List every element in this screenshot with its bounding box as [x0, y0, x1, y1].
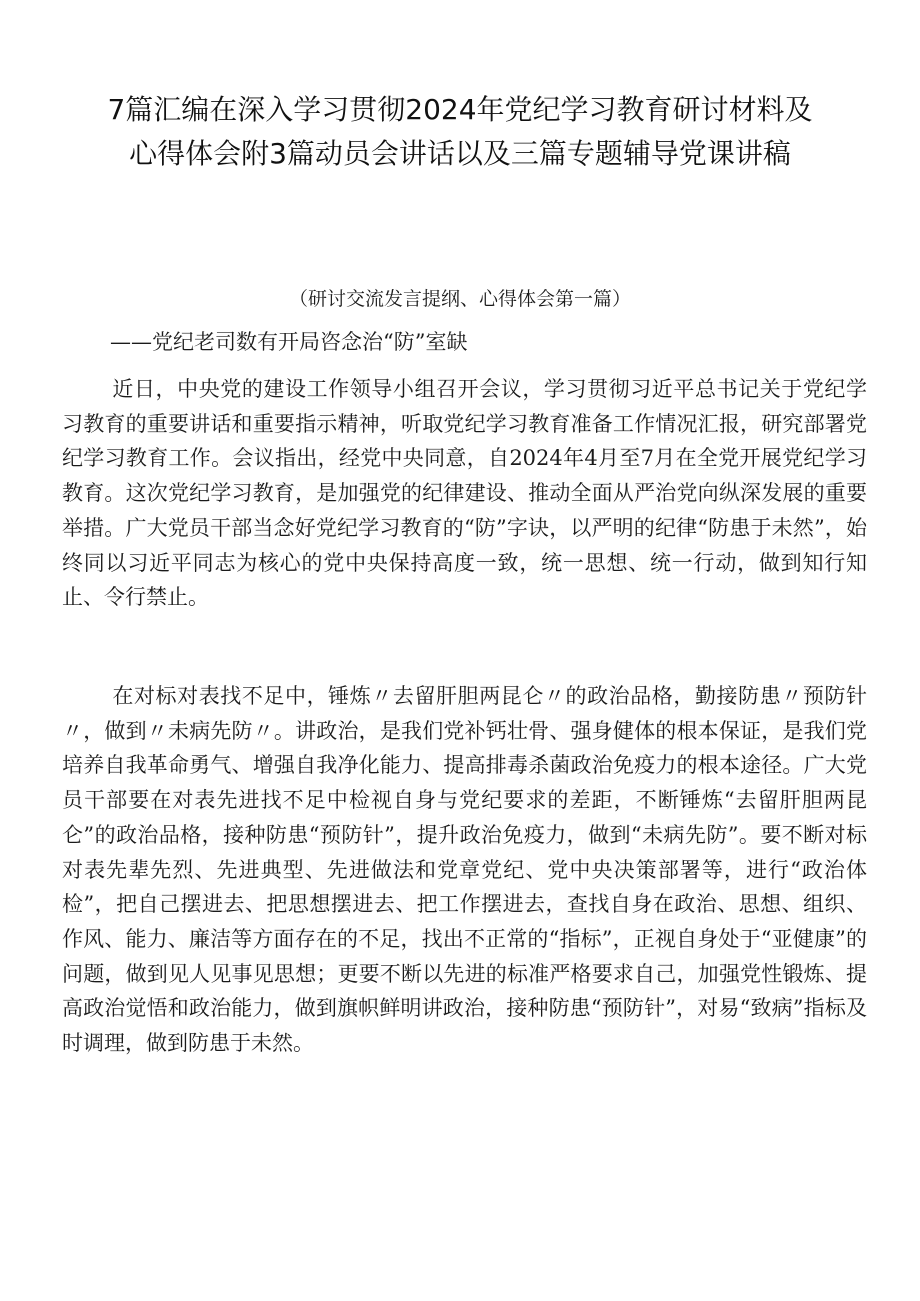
section-subtitle: （研讨交流发言提纲、心得体会第一篇） — [288, 288, 631, 310]
document-title: 7篇汇编在深入学习贯彻2024年党纪学习教育研讨材料及心得体会附3篇动员会讲话以及三篇专题辅导党课讲稿 — [107, 93, 813, 170]
body-paragraph: 在对标对表找不足中，锤炼〃去留肝胆两昆仑〃的政治品格，勤接防患〃预防针〃，做到〃未病先防〃。讲政治，是我们党补钙壮骨、强身健体的根本保证，是我们党培养自我革命勇气、增强自我净化能力、提高排毒杀菌政治免疫力的根本途径。广大党员干部要在对表先进找不足中检视自身与党纪要求的差距，不断锤炼“去留肝胆两昆仑”的政治品格，接种防患“预防针”，提升政治免疫力，做到“未病先防”。要不断对标对表先辈先烈、先进典型、先进做法和党章党纪、党中央决策部署等，进行“政治体检”，把自己摆进去、把思想摆进去、把工作摆进去，查找自身在政治、思想、组织、作风、能力、廉洁等方面存在的不足，找出不正常的“指标”，正视自身处于“亚健康”的问题，做到见人见事见思想；更要不断以先进的标准严格要求自己，加强党性锻炼、提高政治觉悟和政治能力，做到旗帜鲜明讲政治，接种防患“预防针”，对易“致病”指标及时调理，做到防患于未然。 — [62, 684, 867, 1056]
body-paragraph: 近日，中央党的建设工作领导小组召开会议，学习贯彻习近平总书记关于党纪学习教育的重要讲话和重要指示精神，听取党纪学习教育准备工作情况汇报，研究部署党纪学习教育工作。会议指出，经党中央同意，自2024年4月至7月在全党开展党纪学习教育。这次党纪学习教育，是加强党的纪律建设、推动全面从严治党向纵深发展的重要举措。广大党员干部当念好党纪学习教育的“防”字诀，以严明的纪律“防患于未然”，始终同以习近平同志为核心的党中央保持高度一致，统一思想、统一行动，做到知行知止、令行禁止。 — [62, 377, 867, 610]
section-heading: ——党纪老司数有开局咨念治“防”室缺 — [110, 330, 468, 354]
